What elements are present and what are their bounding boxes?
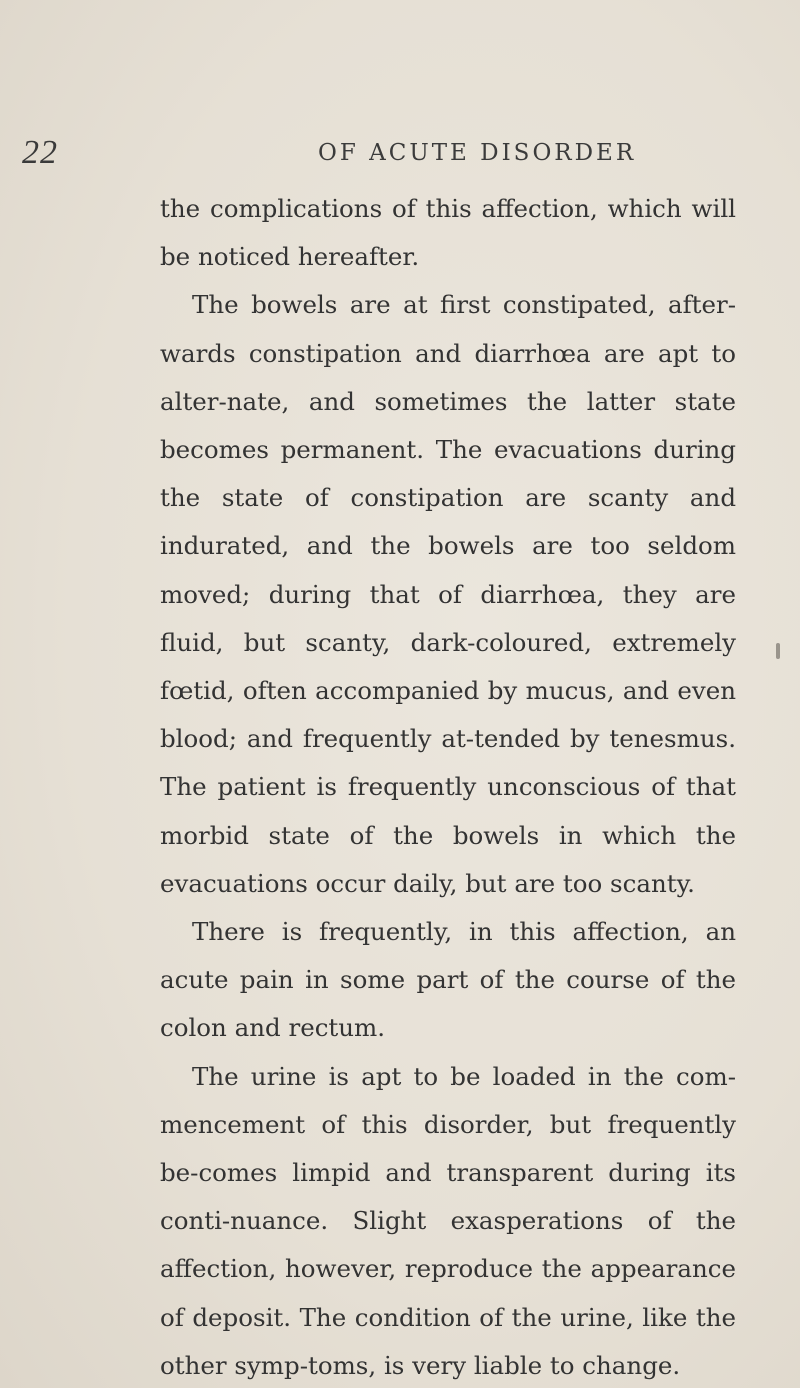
page-header: [0, 133, 800, 173]
paragraph-1: the complications of this affection, which will be noticed hereafter.: [160, 194, 736, 272]
margin-mark: [776, 643, 780, 659]
paragraph-3: There is frequently, in this affection, an acute pain in some part of the course of the colon and rectum.: [160, 917, 736, 1043]
running-head: OF ACUTE DISORDER: [318, 140, 637, 166]
paragraph-2: The bowels are at first constipated, after-wards constipation and diarrhœa are apt to alter-nate, and sometimes the latter state becomes permanent. The evacuations during the state of constipation are scanty and indurated, and the bowels are too seldom moved; during that of diarrhœa, they are fluid, but scanty, dark-coloured, extremely fœtid, often accompanied by mucus, and even blood; and frequently at-tended by tenesmus. The patient is frequently unconscious of that morbid state of the bowels in which the evacuations occur daily, but are too scanty.: [160, 290, 736, 898]
paragraph-4: The urine is apt to be loaded in the com-mencement of this disorder, but frequently be-comes limpid and transparent during its conti-nuance. Slight exasperations of the affection, however, reproduce the appearance of deposit. The condition of the urine, like the other symp-toms, is very liable to change.: [160, 1061, 736, 1380]
page-number: 22: [22, 134, 58, 171]
body-text: [160, 185, 736, 1388]
